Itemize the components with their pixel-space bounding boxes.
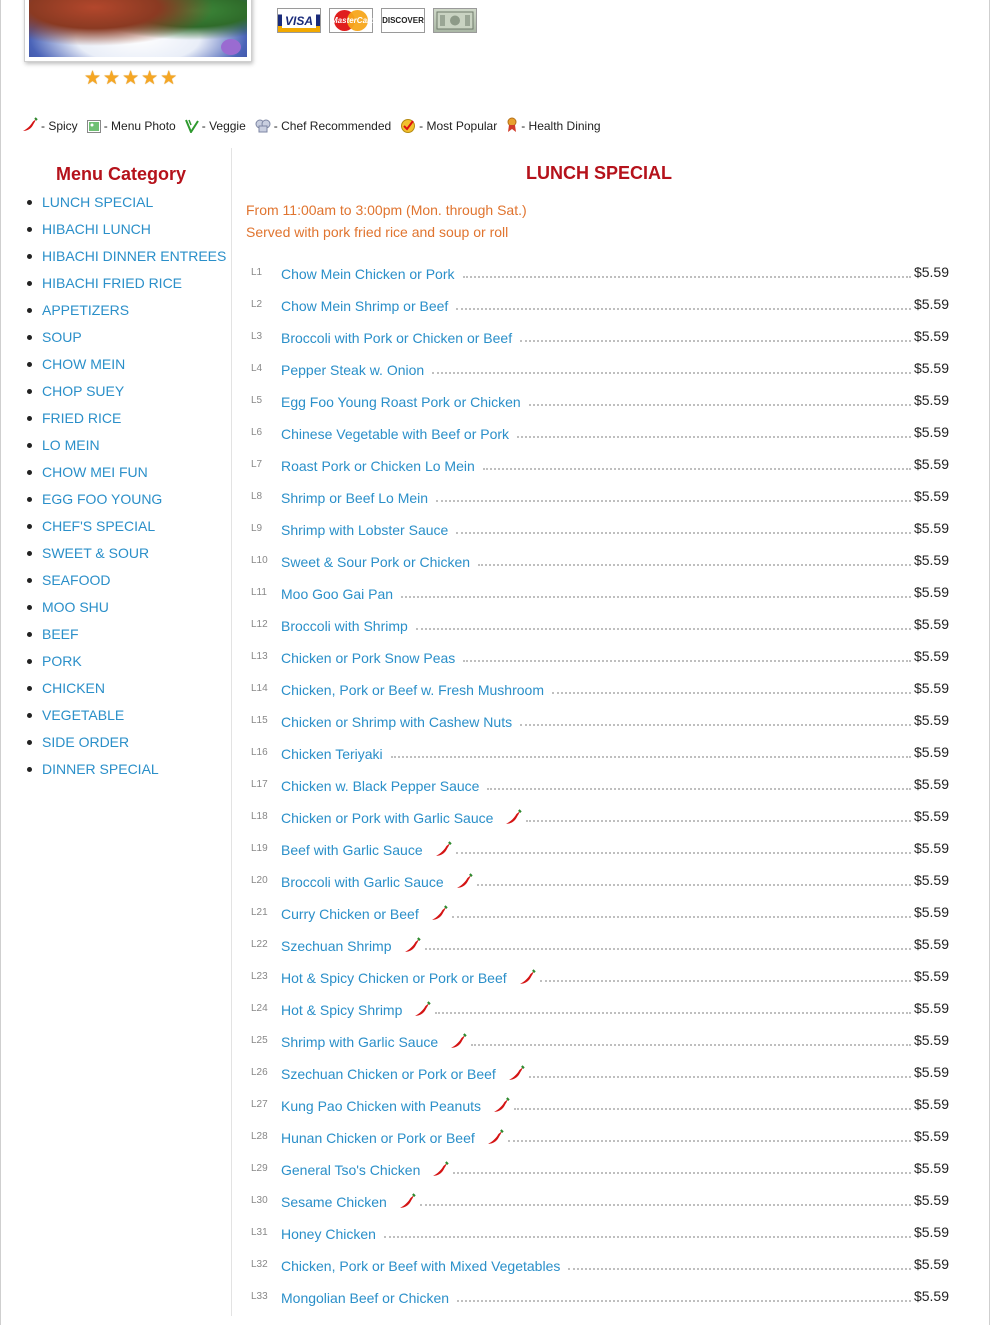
menu-item <box>251 582 949 614</box>
chili-icon <box>431 905 448 922</box>
item-name-link[interactable]: Sweet & Sour Pork or Chicken <box>281 554 478 570</box>
menu-item <box>251 774 949 806</box>
dotted-leader <box>453 1171 911 1174</box>
category-link[interactable]: LO MEIN <box>23 438 226 465</box>
menu-item <box>251 1062 949 1094</box>
flower-decoration <box>221 39 241 55</box>
item-name-link[interactable]: Chow Mein Chicken or Pork <box>281 266 463 282</box>
legend-health-dining: - Health Dining <box>506 117 600 133</box>
category-link[interactable]: SOUP <box>23 330 226 357</box>
menu-item <box>251 998 949 1030</box>
item-name-link[interactable]: Chicken or Pork Snow Peas <box>281 650 463 666</box>
dotted-leader <box>529 403 911 406</box>
item-name-link[interactable]: Moo Goo Gai Pan <box>281 586 401 602</box>
item-name-wrap <box>281 1062 911 1082</box>
menu-item <box>251 1030 949 1062</box>
category-link[interactable]: HIBACHI DINNER ENTREES <box>23 249 226 276</box>
item-code: L13 <box>251 651 268 662</box>
item-code: L16 <box>251 747 268 758</box>
menu-item <box>251 454 949 486</box>
section-served-note: Served with pork fried rice and soup or roll <box>246 224 509 240</box>
legend-chef-recommended: - Chef Recommended <box>255 119 391 133</box>
dotted-leader <box>477 883 911 886</box>
category-list <box>23 195 226 789</box>
item-name-wrap <box>281 1158 911 1178</box>
item-name-link[interactable]: Hot & Spicy Chicken or Pork or Beef <box>281 970 515 986</box>
veggie-icon <box>185 119 199 133</box>
legend-spicy: - Spicy <box>22 117 78 133</box>
dotted-leader <box>436 499 911 502</box>
item-price: $5.59 <box>913 264 949 280</box>
menu-item <box>251 486 949 518</box>
dotted-leader <box>471 1043 911 1046</box>
dotted-leader <box>452 915 911 918</box>
menu-item <box>251 806 949 838</box>
item-name-wrap <box>281 870 911 890</box>
item-price: $5.59 <box>913 1064 949 1080</box>
menu-item <box>251 870 949 902</box>
most-popular-icon <box>400 118 416 133</box>
item-code: L11 <box>251 587 267 598</box>
item-name-wrap <box>281 1030 911 1050</box>
category-link[interactable]: CHOW MEI FUN <box>23 465 226 492</box>
dotted-leader <box>463 659 911 662</box>
item-price: $5.59 <box>913 1192 949 1208</box>
dotted-leader <box>520 339 911 342</box>
menu-item <box>251 934 949 966</box>
dotted-leader <box>514 1107 911 1110</box>
item-code: L32 <box>251 1259 268 1270</box>
item-code: L14 <box>251 683 268 694</box>
item-name-link[interactable]: Broccoli with Pork or Chicken or Beef <box>281 330 520 346</box>
category-link[interactable]: EGG FOO YOUNG <box>23 492 226 519</box>
dotted-leader <box>520 723 911 726</box>
item-price: $5.59 <box>913 1128 949 1144</box>
item-code: L27 <box>251 1099 268 1110</box>
item-name-wrap <box>281 742 911 762</box>
item-name-wrap <box>281 550 911 570</box>
payment-methods <box>277 8 477 33</box>
item-name-wrap <box>281 1254 911 1274</box>
menu-item <box>251 518 949 550</box>
dotted-leader <box>487 787 911 790</box>
item-name-link[interactable]: Shrimp with Garlic Sauce <box>281 1034 446 1050</box>
menu-item <box>251 1190 949 1222</box>
menu-item <box>251 614 949 646</box>
item-name-wrap <box>281 326 911 346</box>
item-name-link[interactable]: Sesame Chicken <box>281 1194 395 1210</box>
menu-item <box>251 326 949 358</box>
dotted-leader <box>552 691 911 694</box>
menu-item <box>251 422 949 454</box>
legend-most-popular: - Most Popular <box>400 118 497 133</box>
visa-card-icon: VISA <box>277 8 321 33</box>
dotted-leader <box>529 1075 911 1078</box>
category-link[interactable]: BEEF <box>23 627 226 654</box>
dotted-leader <box>435 1011 911 1014</box>
category-link[interactable]: SIDE ORDER <box>23 735 226 762</box>
item-price: $5.59 <box>913 424 949 440</box>
item-price: $5.59 <box>913 808 949 824</box>
item-code: L26 <box>251 1067 268 1078</box>
dotted-leader <box>463 275 911 278</box>
dotted-leader <box>432 371 911 374</box>
item-code: L2 <box>251 299 263 310</box>
item-name-link[interactable]: Hot & Spicy Shrimp <box>281 1002 410 1018</box>
menu-item <box>251 902 949 934</box>
category-link[interactable]: FRIED RICE <box>23 411 226 438</box>
dotted-leader <box>508 1139 911 1142</box>
menu-item <box>251 646 949 678</box>
item-code: L21 <box>251 907 268 918</box>
menu-list <box>251 262 949 1318</box>
chili-icon <box>456 873 473 890</box>
item-price: $5.59 <box>913 648 949 664</box>
item-name-link[interactable]: Roast Pork or Chicken Lo Mein <box>281 458 483 474</box>
category-link[interactable]: SEAFOOD <box>23 573 226 600</box>
dotted-leader <box>456 531 911 534</box>
item-price: $5.59 <box>913 584 949 600</box>
chili-icon <box>435 841 452 858</box>
menu-item <box>251 358 949 390</box>
menu-item <box>251 1158 949 1190</box>
item-price: $5.59 <box>913 520 949 536</box>
item-price: $5.59 <box>913 776 949 792</box>
chili-icon <box>22 117 38 133</box>
section-title: LUNCH SPECIAL <box>525 163 672 183</box>
rating-stars <box>84 69 177 88</box>
item-code: L28 <box>251 1131 268 1142</box>
item-code: L29 <box>251 1163 268 1174</box>
chili-icon <box>508 1065 525 1082</box>
dish-photo[interactable] <box>29 0 247 57</box>
item-name-wrap <box>281 1126 911 1146</box>
item-name-wrap <box>281 262 911 282</box>
item-code: L3 <box>251 331 263 342</box>
item-code: L4 <box>251 363 263 374</box>
item-name-wrap <box>281 806 911 826</box>
menu-item <box>251 742 949 774</box>
chili-icon <box>414 1001 431 1018</box>
item-price: $5.59 <box>913 1032 949 1048</box>
item-code: L33 <box>251 1291 268 1302</box>
star-icon: ★ <box>160 68 178 89</box>
item-price: $5.59 <box>913 680 949 696</box>
dotted-leader <box>540 979 911 982</box>
chili-icon <box>505 809 522 826</box>
menu-item <box>251 550 949 582</box>
category-link[interactable]: HIBACHI LUNCH <box>23 222 226 249</box>
dotted-leader <box>526 819 911 822</box>
item-price: $5.59 <box>913 552 949 568</box>
item-name-wrap <box>281 646 911 666</box>
star-icon: ★ <box>141 68 159 89</box>
dotted-leader <box>420 1203 911 1206</box>
item-code: L25 <box>251 1035 268 1046</box>
menu-item <box>251 710 949 742</box>
discover-card-icon: DISCOVER <box>381 8 425 33</box>
icon-legend <box>22 117 610 133</box>
chili-icon <box>399 1193 416 1210</box>
item-code: L7 <box>251 459 263 470</box>
menu-item <box>251 966 949 998</box>
category-link[interactable]: CHOW MEIN <box>23 357 226 384</box>
item-name-wrap <box>281 614 911 634</box>
item-name-link[interactable]: Hunan Chicken or Pork or Beef <box>281 1130 483 1146</box>
category-link[interactable]: LUNCH SPECIAL <box>23 195 226 222</box>
menu-item <box>251 1222 949 1254</box>
item-name-link[interactable]: Chow Mein Shrimp or Beef <box>281 298 456 314</box>
dotted-leader <box>483 467 911 470</box>
item-code: L12 <box>251 619 268 630</box>
item-code: L23 <box>251 971 268 982</box>
item-price: $5.59 <box>913 392 949 408</box>
item-name-wrap <box>281 1286 911 1306</box>
item-name-wrap <box>281 582 911 602</box>
item-name-link[interactable]: Pepper Steak w. Onion <box>281 362 432 378</box>
item-name-link[interactable]: Beef with Garlic Sauce <box>281 842 431 858</box>
item-price: $5.59 <box>913 936 949 952</box>
chili-icon <box>432 1161 449 1178</box>
item-name-link[interactable]: Broccoli with Garlic Sauce <box>281 874 452 890</box>
item-code: L1 <box>251 267 263 278</box>
dotted-leader <box>517 435 911 438</box>
category-link[interactable]: CHOP SUEY <box>23 384 226 411</box>
item-code: L30 <box>251 1195 268 1206</box>
category-link[interactable]: PORK <box>23 654 226 681</box>
item-name-link[interactable]: Honey Chicken <box>281 1226 384 1242</box>
dotted-leader <box>401 595 911 598</box>
category-link[interactable]: APPETIZERS <box>23 303 226 330</box>
item-name-link[interactable]: Chicken, Pork or Beef with Mixed Vegetables <box>281 1258 568 1274</box>
item-name-wrap <box>281 934 911 954</box>
health-ribbon-icon <box>506 117 518 133</box>
category-link[interactable]: MOO SHU <box>23 600 226 627</box>
item-name-wrap <box>281 678 911 698</box>
item-name-link[interactable]: Chinese Vegetable with Beef or Pork <box>281 426 517 442</box>
dotted-leader <box>384 1235 911 1238</box>
legend-veggie: - Veggie <box>185 119 246 133</box>
item-name-link[interactable]: Szechuan Chicken or Pork or Beef <box>281 1066 504 1082</box>
item-name-wrap <box>281 1094 911 1114</box>
item-name-wrap <box>281 902 911 922</box>
star-icon: ★ <box>84 68 102 89</box>
menu-item <box>251 294 949 326</box>
item-price: $5.59 <box>913 840 949 856</box>
dotted-leader <box>391 755 911 758</box>
item-price: $5.59 <box>913 968 949 984</box>
item-code: L19 <box>251 843 268 854</box>
item-name-link[interactable]: Shrimp with Lobster Sauce <box>281 522 456 538</box>
menu-item <box>251 262 949 294</box>
item-name-wrap <box>281 358 911 378</box>
item-name-link[interactable]: Mongolian Beef or Chicken <box>281 1290 457 1306</box>
chili-icon <box>450 1033 467 1050</box>
item-name-wrap <box>281 422 911 442</box>
item-name-link[interactable]: Shrimp or Beef Lo Mein <box>281 490 436 506</box>
menu-item <box>251 1094 949 1126</box>
item-price: $5.59 <box>913 1224 949 1240</box>
item-code: L31 <box>251 1227 268 1238</box>
item-name-link[interactable]: Chicken, Pork or Beef w. Fresh Mushroom <box>281 682 552 698</box>
item-price: $5.59 <box>913 360 949 376</box>
item-name-wrap <box>281 294 911 314</box>
item-price: $5.59 <box>913 296 949 312</box>
item-name-link[interactable]: Kung Pao Chicken with Peanuts <box>281 1098 489 1114</box>
item-name-link[interactable]: Curry Chicken or Beef <box>281 906 427 922</box>
dotted-leader <box>456 851 911 854</box>
star-icon: ★ <box>122 68 140 89</box>
item-name-wrap <box>281 390 911 410</box>
item-price: $5.59 <box>913 1000 949 1016</box>
dotted-leader <box>478 563 911 566</box>
item-name-link[interactable]: Chicken w. Black Pepper Sauce <box>281 778 487 794</box>
menu-photo-icon <box>87 120 101 133</box>
menu-item <box>251 838 949 870</box>
category-link[interactable]: CHEF'S SPECIAL <box>23 519 226 546</box>
item-code: L20 <box>251 875 268 886</box>
item-code: L15 <box>251 715 268 726</box>
item-price: $5.59 <box>913 1288 949 1304</box>
item-code: L6 <box>251 427 263 438</box>
item-name-wrap <box>281 518 911 538</box>
item-code: L22 <box>251 939 268 950</box>
mastercard-icon: MasterCard <box>329 8 373 33</box>
item-code: L17 <box>251 779 268 790</box>
item-name-link[interactable]: Chicken Teriyaki <box>281 746 391 762</box>
category-sidebar <box>0 148 232 1316</box>
item-name-wrap <box>281 486 911 506</box>
item-name-link[interactable]: Broccoli with Shrimp <box>281 618 416 634</box>
menu-item <box>251 390 949 422</box>
item-price: $5.59 <box>913 872 949 888</box>
item-price: $5.59 <box>913 904 949 920</box>
item-price: $5.59 <box>913 328 949 344</box>
dish-photo-frame[interactable] <box>24 0 252 62</box>
item-price: $5.59 <box>913 744 949 760</box>
item-name-link[interactable]: Chicken or Pork with Garlic Sauce <box>281 810 501 826</box>
legend-menu-photo: - Menu Photo <box>87 119 176 133</box>
dotted-leader <box>456 307 911 310</box>
chili-icon <box>404 937 421 954</box>
item-name-wrap <box>281 454 911 474</box>
item-price: $5.59 <box>913 1096 949 1112</box>
item-name-link[interactable]: Szechuan Shrimp <box>281 938 400 954</box>
category-link[interactable]: VEGETABLE <box>23 708 226 735</box>
cash-icon <box>433 8 477 33</box>
item-code: L24 <box>251 1003 268 1014</box>
dotted-leader <box>425 947 911 950</box>
category-link[interactable]: HIBACHI FRIED RICE <box>23 276 226 303</box>
item-price: $5.59 <box>913 1256 949 1272</box>
item-name-link[interactable]: Egg Foo Young Roast Pork or Chicken <box>281 394 529 410</box>
menu-item <box>251 1126 949 1158</box>
item-name-wrap <box>281 966 911 986</box>
item-name-link[interactable]: General Tso's Chicken <box>281 1162 428 1178</box>
item-name-wrap <box>281 774 911 794</box>
chili-icon <box>493 1097 510 1114</box>
item-name-wrap <box>281 998 911 1018</box>
item-price: $5.59 <box>913 488 949 504</box>
menu-item <box>251 1254 949 1286</box>
dotted-leader <box>416 627 911 630</box>
item-name-wrap <box>281 1222 911 1242</box>
category-link[interactable]: SWEET & SOUR <box>23 546 226 573</box>
item-code: L5 <box>251 395 263 406</box>
category-title: Menu Category <box>55 164 187 184</box>
category-link[interactable]: DINNER SPECIAL <box>23 762 226 789</box>
item-price: $5.59 <box>913 616 949 632</box>
item-price: $5.59 <box>913 1160 949 1176</box>
item-code: L18 <box>251 811 268 822</box>
chili-icon <box>487 1129 504 1146</box>
item-price: $5.59 <box>913 712 949 728</box>
item-code: L10 <box>251 555 268 566</box>
item-price: $5.59 <box>913 456 949 472</box>
dotted-leader <box>457 1299 911 1302</box>
item-code: L9 <box>251 523 263 534</box>
chef-hat-icon <box>255 119 271 133</box>
dotted-leader <box>568 1267 911 1270</box>
star-icon: ★ <box>103 68 121 89</box>
item-code: L8 <box>251 491 263 502</box>
item-name-wrap <box>281 1190 911 1210</box>
menu-item <box>251 678 949 710</box>
category-link[interactable]: CHICKEN <box>23 681 226 708</box>
item-name-wrap <box>281 710 911 730</box>
menu-item <box>251 1286 949 1318</box>
item-name-wrap <box>281 838 911 858</box>
chili-icon <box>519 969 536 986</box>
section-hours-note: From 11:00am to 3:00pm (Mon. through Sat.) <box>246 202 527 218</box>
item-name-link[interactable]: Chicken or Shrimp with Cashew Nuts <box>281 714 520 730</box>
